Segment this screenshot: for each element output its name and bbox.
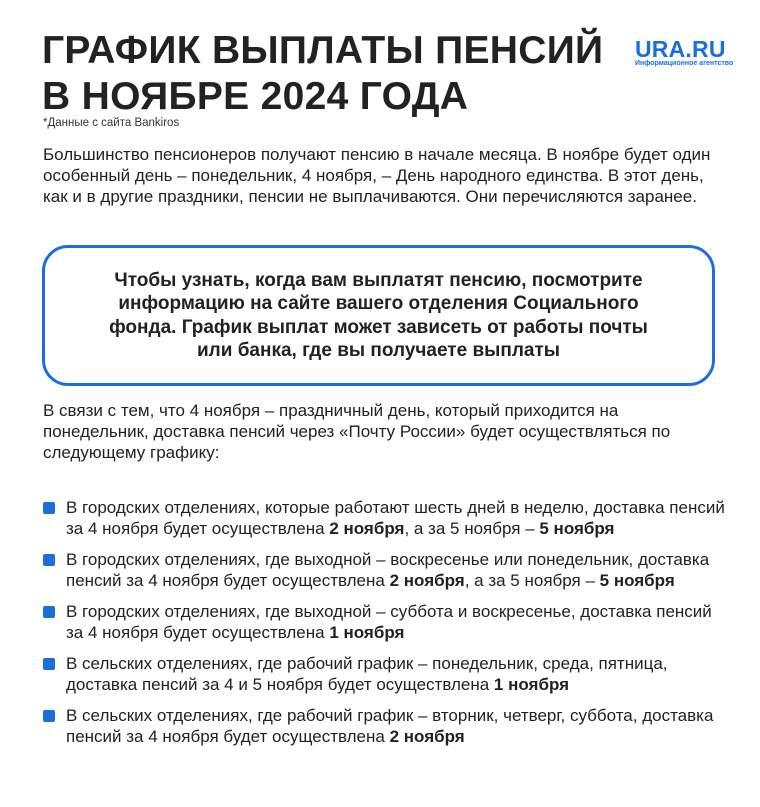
square-bullet-icon	[43, 606, 55, 618]
ura-ru-logo	[635, 38, 745, 68]
logo-subtitle: Информационное агентство	[635, 60, 734, 67]
list-item: В сельских отделениях, где рабочий график – вторник, четверг, суббота, доставка пенсий за 4 ноября будет осуществлена 2 ноября	[43, 705, 733, 747]
page-title	[42, 28, 603, 120]
square-bullet-icon	[43, 658, 55, 670]
square-bullet-icon	[43, 554, 55, 566]
title-line-1: ГРАФИК ВЫПЛАТЫ ПЕНСИЙ	[42, 29, 604, 72]
title-line-2: В НОЯБРЕ 2024 ГОДА	[42, 75, 469, 118]
list-item: В городских отделениях, которые работают шесть дней в неделю, доставка пенсий за 4 ноября будет осуществлена 2 ноября, а за 5 ноября – 5 ноября	[43, 497, 733, 539]
callout-box	[42, 245, 715, 386]
source-note: *Данные с сайта Bankiros	[43, 117, 180, 129]
logo-main: URA.RU	[635, 36, 726, 62]
intro-paragraph: Большинство пенсионеров получают пенсию в начале месяца. В ноябре будет один особенный день – понедельник, 4 ноября, – День народного единства. В этот день, как и в другие праздники, пенсии не выплачиваются. Они перечисляются заранее.	[43, 145, 711, 206]
square-bullet-icon	[43, 710, 55, 722]
callout-text: Чтобы узнать, когда вам выплатят пенсию, посмотрите информацию на сайте вашего отделения Социального фонда. График выплат может зависеть от работы почты или банка, где вы получаете выплаты	[109, 269, 648, 361]
lead-paragraph: В связи с тем, что 4 ноября – праздничный день, который приходится на понедельник, доставка пенсий через «Почту России» будет осуществляться по следующему графику:	[43, 401, 671, 462]
list-item: В городских отделениях, где выходной – суббота и воскресенье, доставка пенсий за 4 ноября будет осуществлена 1 ноября	[43, 601, 733, 643]
list-item: В городских отделениях, где выходной – воскресенье или понедельник, доставка пенсий за 4 ноября будет осуществлена 2 ноября, а за 5 ноября – 5 ноября	[43, 549, 733, 591]
square-bullet-icon	[43, 502, 55, 514]
list-item: В сельских отделениях, где рабочий график – понедельник, среда, пятница, доставка пенсий за 4 и 5 ноября будет осуществлена 1 ноября	[43, 653, 733, 695]
schedule-list	[43, 497, 733, 747]
